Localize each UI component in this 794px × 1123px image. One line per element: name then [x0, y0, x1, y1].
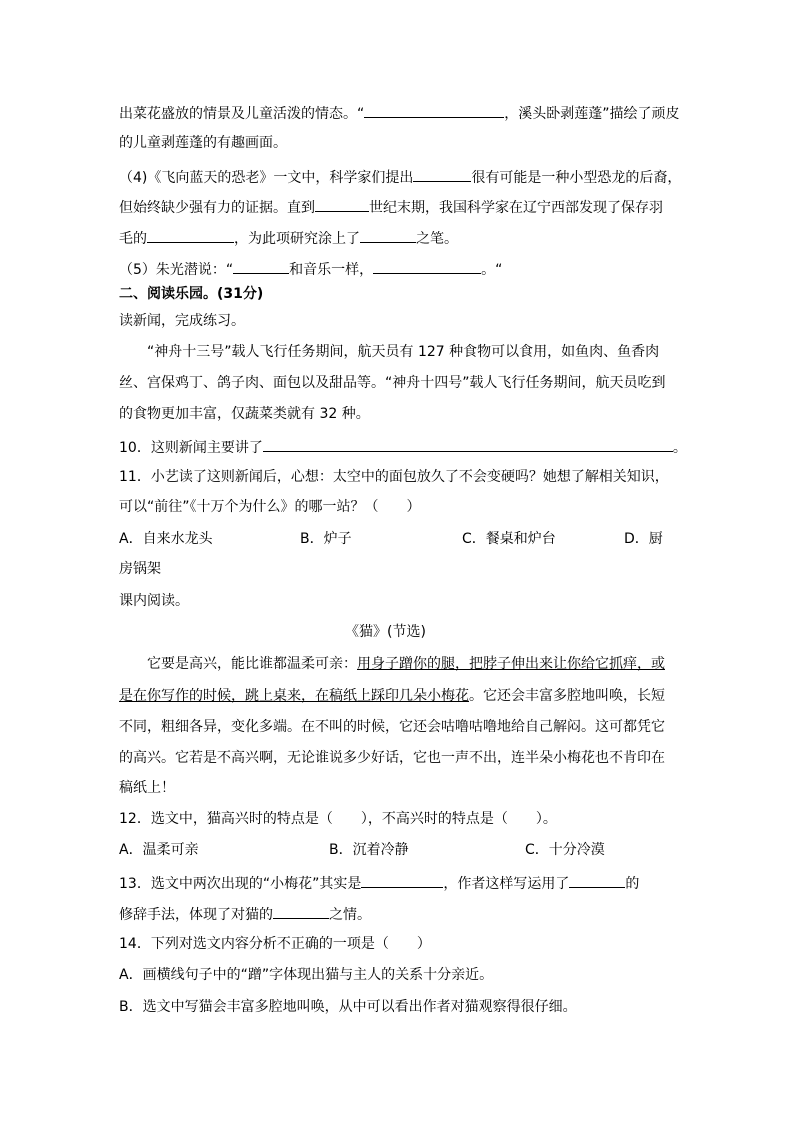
passage-text — [147, 655, 665, 673]
question-13 — [119, 904, 371, 924]
text-line — [119, 197, 663, 217]
passage-text — [119, 687, 665, 705]
option-b[interactable]: B．选文中写猫会丰富多腔地叫唤，从中可以看出作者对猫观察得很仔细。 — [119, 999, 577, 1015]
text: 它要是高兴，能比谁都温柔可亲： — [147, 656, 357, 672]
text: 之笔。 — [416, 231, 458, 247]
question-14: 14．下列对选文内容分析不正确的一项是（ ） — [119, 936, 431, 952]
answer-blank[interactable] — [315, 197, 369, 212]
text: 修辞手法，体现了对猫的 — [119, 907, 273, 923]
passage-text: 的高兴。它若是不高兴啊，无论谁说多少好话，它也一声不出，连半朵小梅花也不肯印在 — [119, 750, 665, 766]
question-11: 可以“前往”《十万个为什么》的哪一站？（ ） — [119, 499, 421, 515]
answer-blank[interactable] — [233, 259, 289, 274]
option-a[interactable]: A．温柔可亲 — [119, 842, 199, 858]
text: ，为此项研究涂上了 — [234, 231, 360, 247]
text: ，溪头卧剥莲蓬”描绘了顽皮 — [504, 106, 680, 122]
option-b[interactable]: B．沉着冷静 — [329, 842, 409, 858]
text-line — [119, 167, 681, 187]
text: 但始终缺少强有力的证据。直到 — [119, 200, 315, 216]
answer-blank[interactable] — [569, 873, 625, 888]
answer-blank[interactable] — [364, 103, 504, 118]
option-c[interactable]: C．餐桌和炉台 — [462, 531, 556, 547]
text: 之情。 — [329, 907, 371, 923]
answer-blank[interactable] — [263, 437, 673, 452]
text: 。“ — [481, 262, 503, 278]
passage-title: 《猫》(节选) — [345, 624, 426, 640]
answer-blank[interactable] — [360, 228, 416, 243]
section-heading: 二、阅读乐园。(31分) — [119, 286, 264, 302]
text: 13．选文中两次出现的“小梅花”其实是 — [119, 876, 362, 892]
text: （5）朱光潜说：“ — [119, 262, 234, 278]
text-line — [119, 259, 502, 279]
underlined-text: 用身子蹭你的腿，把脖子伸出来让你给它抓痒，或 — [357, 656, 665, 672]
text-line: 的儿童剥莲蓬的有趣画面。 — [119, 135, 287, 151]
text: ，作者这样写运用了 — [443, 876, 570, 892]
question-12: 12．选文中，猫高兴时的特点是（ ），不高兴时的特点是（ ）。 — [119, 811, 557, 827]
passage-text: 不同，粗细各异，变化多端。在不叫的时候，它还会咕噜咕噜地给自己解闷。这可都凭它 — [119, 719, 665, 735]
text: 出菜花盛放的情景及儿童活泼的情态。“ — [119, 106, 365, 122]
answer-blank[interactable] — [273, 904, 329, 919]
news-text: “神舟十三号”载人飞行任务期间，航天员有 127 种食物可以食用，如鱼肉、鱼香肉 — [147, 344, 660, 360]
question-10 — [119, 437, 687, 457]
answer-blank[interactable] — [147, 228, 234, 243]
option-d-cont: 房锅架 — [119, 561, 161, 577]
passage-text: 稿纸上！ — [119, 780, 175, 796]
option-d[interactable]: D．厨 — [624, 531, 663, 547]
question-13 — [119, 873, 639, 893]
option-a[interactable]: A．画横线句子中的“蹭”字体现出猫与主人的关系十分亲近。 — [119, 967, 494, 983]
text: （4)《飞向蓝天的恐老》一文中，科学家们提出 — [119, 170, 414, 186]
answer-blank[interactable] — [413, 167, 471, 182]
answer-blank[interactable] — [373, 259, 481, 274]
option-c[interactable]: C．十分冷漠 — [525, 842, 605, 858]
text: 毛的 — [119, 231, 147, 247]
instruction: 读新闻，完成练习。 — [119, 313, 245, 329]
text: 的 — [625, 876, 640, 892]
news-text: 的食物更加丰富，仅蔬菜类就有 32 种。 — [119, 406, 370, 422]
text: 。它还会丰富多腔地叫唤，长短 — [469, 688, 665, 704]
text: 10．这则新闻主要讲了 — [119, 440, 263, 456]
underlined-text: 是在你写作的时候，跳上桌来，在稿纸上踩印几朵小梅花 — [119, 688, 469, 704]
text: 和音乐一样， — [289, 262, 374, 278]
answer-blank[interactable] — [361, 873, 443, 888]
news-text: 丝、宫保鸡丁、鸽子肉、面包以及甜品等。“神舟十四号”载人飞行任务期间，航天员吃到 — [119, 375, 666, 391]
text: 。 — [672, 440, 687, 456]
text-line — [119, 103, 680, 123]
option-a[interactable]: A．自来水龙头 — [119, 531, 213, 547]
text: 世纪末期，我国科学家在辽宁西部发现了保存羽 — [369, 200, 663, 216]
text: 很有可能是一种小型恐龙的后裔， — [471, 170, 682, 186]
question-11: 11．小艺读了这则新闻后，心想：太空中的面包放久了不会变硬吗？她想了解相关知识， — [119, 469, 669, 485]
instruction: 课内阅读。 — [119, 593, 189, 609]
option-b[interactable]: B．炉子 — [300, 531, 352, 547]
text-line — [119, 228, 458, 248]
